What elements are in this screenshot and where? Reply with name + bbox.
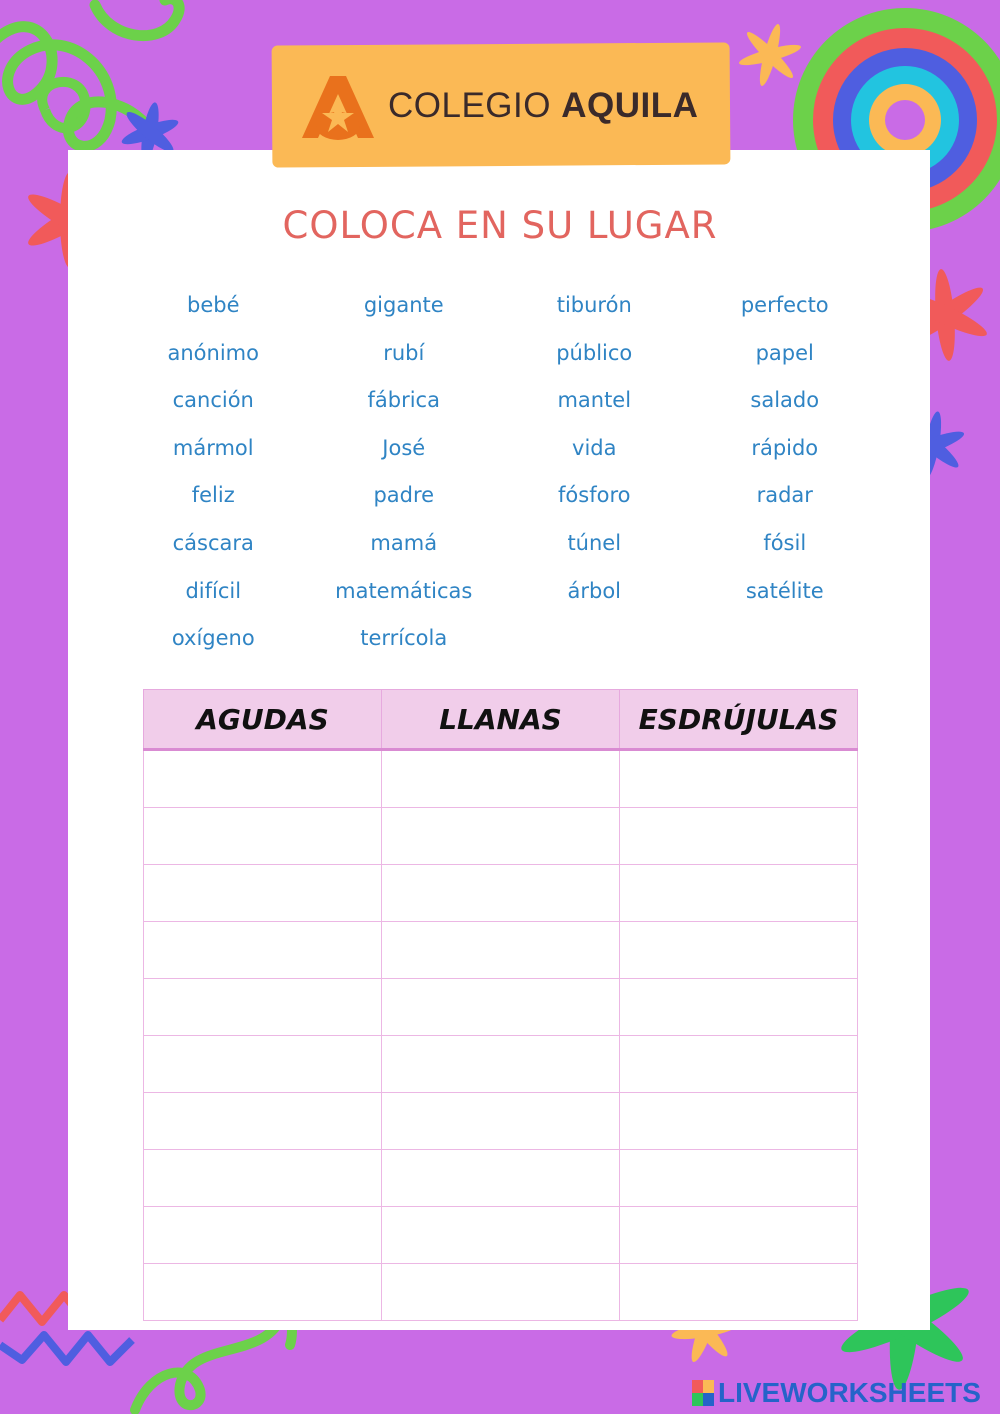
drop-cell[interactable]: [144, 922, 382, 979]
drop-cell[interactable]: [144, 979, 382, 1036]
column-header-agudas: AGUDAS: [144, 690, 382, 750]
drop-cell[interactable]: [382, 1264, 620, 1321]
word-bank: [118, 282, 880, 663]
school-name: [388, 84, 698, 128]
word-item[interactable]: vida: [572, 435, 617, 460]
drop-cell[interactable]: [382, 865, 620, 922]
table-row: [144, 808, 858, 865]
classification-table: [143, 689, 858, 1321]
table-row: [144, 1264, 858, 1321]
table-body: [144, 750, 858, 1321]
table-row: [144, 865, 858, 922]
drop-cell[interactable]: [620, 1207, 858, 1264]
word-item[interactable]: público: [556, 340, 633, 365]
word-item[interactable]: túnel: [567, 530, 622, 555]
word-item[interactable]: feliz: [191, 483, 235, 508]
blue-zigzag: [0, 1335, 132, 1362]
word-item[interactable]: mantel: [557, 388, 632, 413]
drop-cell[interactable]: [620, 1150, 858, 1207]
drop-cell[interactable]: [620, 1036, 858, 1093]
word-item[interactable]: mármol: [172, 435, 254, 460]
word-item[interactable]: oxígeno: [171, 626, 255, 651]
orange-star-top: [738, 23, 803, 88]
column-header-esdrujulas: ESDRÚJULAS: [620, 690, 858, 750]
drop-cell[interactable]: [620, 1093, 858, 1150]
table-row: [144, 750, 858, 808]
liveworksheets-logo-icon: [692, 1380, 714, 1406]
drop-cell[interactable]: [382, 750, 620, 808]
drop-cell[interactable]: [620, 750, 858, 808]
word-item[interactable]: padre: [373, 483, 435, 508]
drop-cell[interactable]: [144, 1150, 382, 1207]
word-item[interactable]: perfecto: [740, 293, 829, 317]
drop-cell[interactable]: [382, 808, 620, 865]
drop-cell[interactable]: [144, 865, 382, 922]
word-item[interactable]: fósforo: [558, 483, 631, 508]
drop-cell[interactable]: [382, 922, 620, 979]
word-item[interactable]: terrícola: [360, 626, 448, 651]
word-item[interactable]: radar: [756, 483, 813, 508]
drop-cell[interactable]: [144, 750, 382, 808]
word-item[interactable]: rápido: [751, 435, 819, 460]
table-row: [144, 1150, 858, 1207]
drop-cell[interactable]: [620, 865, 858, 922]
word-item[interactable]: papel: [755, 340, 814, 365]
word-item[interactable]: cáscara: [172, 530, 254, 555]
watermark-text: LIVEWORKSHEETS: [718, 1377, 981, 1408]
drop-cell[interactable]: [144, 1036, 382, 1093]
table-row: [144, 1093, 858, 1150]
drop-cell[interactable]: [620, 808, 858, 865]
drop-cell[interactable]: [144, 1264, 382, 1321]
table-row: [144, 979, 858, 1036]
word-item[interactable]: difícil: [185, 578, 242, 603]
word-item[interactable]: fábrica: [367, 388, 440, 413]
drop-cell[interactable]: [620, 1264, 858, 1321]
word-item[interactable]: salado: [750, 388, 820, 413]
word-item[interactable]: rubí: [383, 340, 425, 365]
drop-cell[interactable]: [382, 1036, 620, 1093]
drop-cell[interactable]: [620, 979, 858, 1036]
table-row: [144, 1036, 858, 1093]
drop-cell[interactable]: [144, 1093, 382, 1150]
green-squiggle-top: [95, 0, 179, 36]
table-row: [144, 1207, 858, 1264]
drop-cell[interactable]: [382, 979, 620, 1036]
word-item[interactable]: gigante: [363, 293, 444, 317]
drop-cell[interactable]: [144, 808, 382, 865]
worksheet-title: COLOCA EN SU LUGAR: [282, 204, 718, 247]
aquila-logo-icon: [300, 72, 376, 142]
liveworksheets-watermark: [692, 1376, 981, 1410]
school-name-bold: AQUILA: [561, 86, 699, 125]
word-item[interactable]: José: [382, 435, 426, 460]
drop-cell[interactable]: [382, 1207, 620, 1264]
drop-cell[interactable]: [382, 1093, 620, 1150]
word-item[interactable]: tiburón: [556, 293, 632, 317]
drop-cell[interactable]: [382, 1150, 620, 1207]
word-item[interactable]: matemáticas: [335, 578, 473, 603]
word-item[interactable]: satélite: [745, 578, 824, 603]
table-row: [144, 922, 858, 979]
school-name-light: COLEGIO: [388, 86, 562, 125]
word-item[interactable]: mamá: [370, 530, 438, 555]
word-item[interactable]: bebé: [187, 293, 240, 317]
table-header-row: [144, 690, 858, 750]
word-item[interactable]: árbol: [567, 578, 621, 603]
word-item[interactable]: anónimo: [167, 340, 259, 365]
word-item[interactable]: canción: [172, 388, 254, 413]
word-item[interactable]: fósil: [763, 530, 807, 555]
drop-cell[interactable]: [144, 1207, 382, 1264]
drop-cell[interactable]: [620, 922, 858, 979]
column-header-llanas: LLANAS: [382, 690, 620, 750]
